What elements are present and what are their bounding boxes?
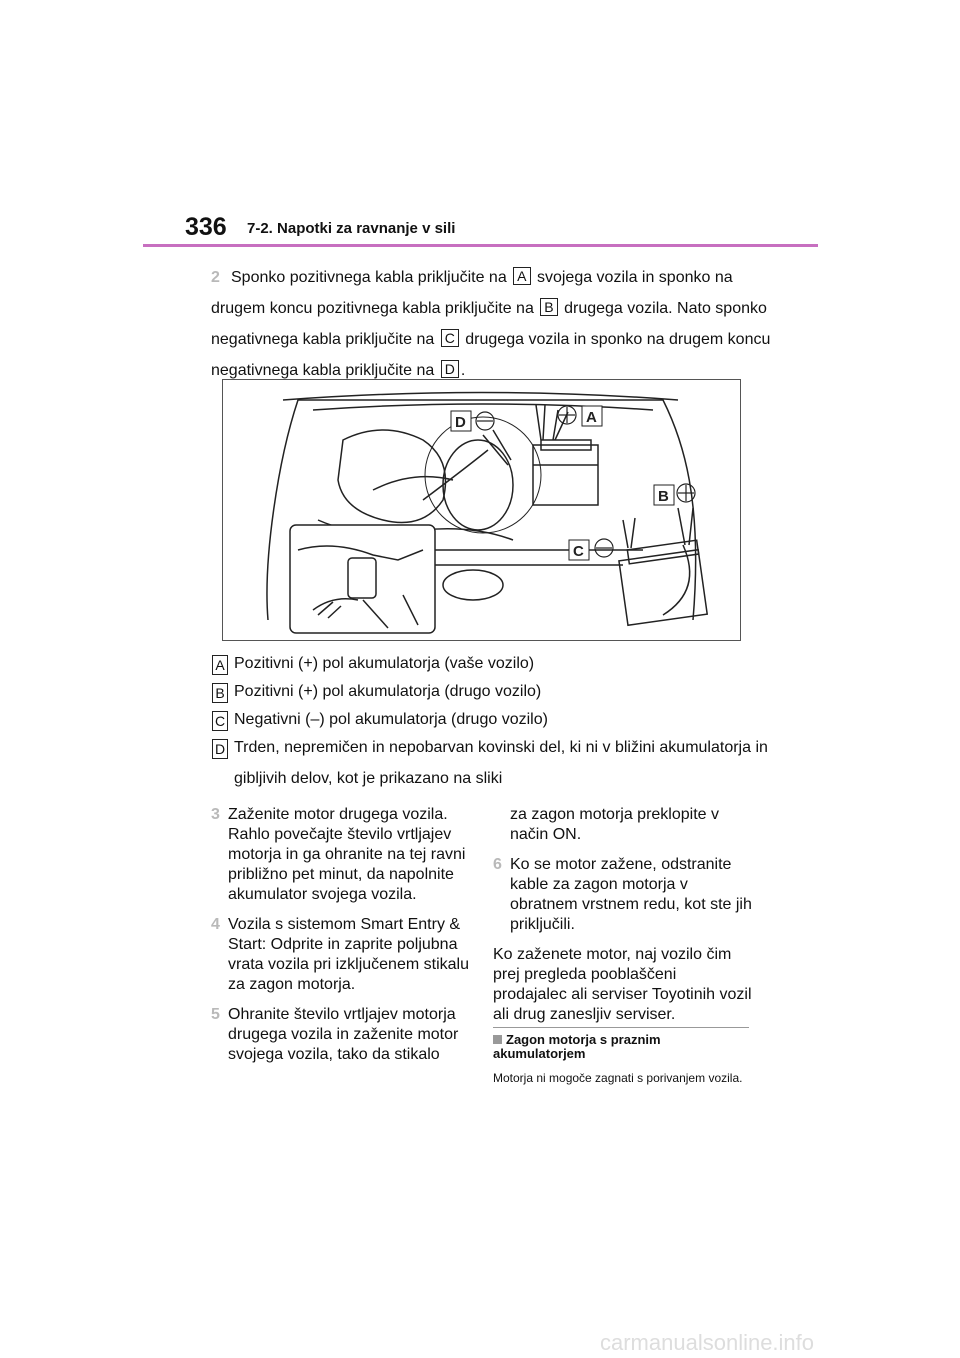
step-number: 5 — [211, 1006, 220, 1023]
subsection-note: Motorja ni mogoče zagnati s porivanjem vozila. — [493, 1071, 743, 1085]
step-2-text-3: drugega vozila. Nato sponko negativnega kabla priključite na — [211, 300, 767, 348]
left-column — [211, 805, 471, 1075]
figure-legend — [212, 648, 772, 794]
legend-text: Trden, nepremičen in nepobarvan kovinski del, ki ni v bližini akumulatorja in gibljivih delov, kot je prikazano na sliki — [234, 739, 768, 787]
step-5-continued — [493, 805, 753, 845]
legend-item — [212, 648, 772, 676]
step-number: 6 — [493, 856, 502, 873]
ref-box-d: D — [441, 360, 459, 378]
legend-item — [212, 704, 772, 732]
subsection-heading — [493, 1033, 749, 1061]
step-5 — [211, 1005, 471, 1065]
step-5-continued-text: za zagon motorja preklopite v način ON. — [510, 806, 719, 843]
legend-text: Pozitivni (+) pol akumulatorja (vaše vozilo) — [234, 655, 535, 672]
step-number: 4 — [211, 916, 220, 933]
legend-text: Pozitivni (+) pol akumulatorja (drugo vozilo) — [234, 683, 542, 700]
legend-key: D — [212, 739, 228, 759]
right-column — [493, 805, 753, 1025]
step-number: 3 — [211, 806, 220, 823]
step-2-text-5: . — [460, 362, 466, 379]
jump-start-diagram — [223, 380, 740, 640]
legend-item — [212, 732, 772, 794]
legend-text: Negativni (–) pol akumulatorja (drugo vozilo) — [234, 711, 548, 728]
step-2-text-1: Sponko pozitivnega kabla priključite na — [231, 269, 512, 286]
watermark: carmanualsonline.info — [600, 1330, 815, 1355]
step-6-text: Ko se motor zažene, odstranite kable za zagon motorja v obratnem vrstnem redu, kot ste jih priključili. — [510, 856, 752, 933]
step-3-text: Zaženite motor drugega vozila. Rahlo povečajte število vrtljajev motorja in ga ohranite na tej ravni približno pet minut, da napolnite akumulator svojega vozila. — [228, 806, 466, 903]
step-2-text-4: drugega vozila in sponko na drugem koncu negativnega kabla priključite na — [211, 331, 771, 379]
step-2-text-2: svojega vozila in sponko na drugem koncu pozitivnega kabla priključite na — [211, 269, 733, 317]
legend-key: A — [212, 655, 228, 675]
figure-label-c: C — [573, 543, 584, 560]
section-title: 7-2. Napotki za ravnanje v sili — [247, 220, 456, 237]
figure-label-a: A — [586, 409, 597, 426]
legend-key: B — [212, 683, 228, 703]
subsection-title: Zagon motorja s praznim akumulatorjem — [493, 1032, 661, 1061]
legend-item — [212, 676, 772, 704]
header-rule — [143, 244, 818, 247]
page-number: 336 — [185, 213, 227, 241]
ref-box-a: A — [513, 267, 530, 285]
closing-paragraph: Ko zaženete motor, naj vozilo čim prej pregleda pooblaščeni prodajalec ali serviser Toyotinih vozil ali drug zanesljiv serviser. — [493, 946, 752, 1023]
step-3 — [211, 805, 471, 905]
engine-bay-illustration — [222, 379, 741, 641]
figure-label-b: B — [658, 488, 669, 505]
step-4 — [211, 915, 471, 995]
ref-box-b: B — [540, 298, 557, 316]
step-number: 2 — [211, 269, 220, 286]
legend-key: C — [212, 711, 228, 731]
step-5-text: Ohranite število vrtljajev motorja drugega vozila in zaženite motor svojega vozila, tako da stikalo — [228, 1006, 459, 1063]
square-bullet-icon — [493, 1035, 502, 1044]
ref-box-c: C — [441, 329, 459, 347]
figure-label-d: D — [455, 414, 466, 431]
step-2 — [211, 262, 771, 386]
step-4-text: Vozila s sistemom Smart Entry & Start: Odprite in zaprite poljubna vrata vozila pri izključenem stikalu za zagon motorja. — [228, 916, 469, 993]
subsection-rule — [493, 1027, 749, 1028]
step-6 — [493, 855, 753, 935]
